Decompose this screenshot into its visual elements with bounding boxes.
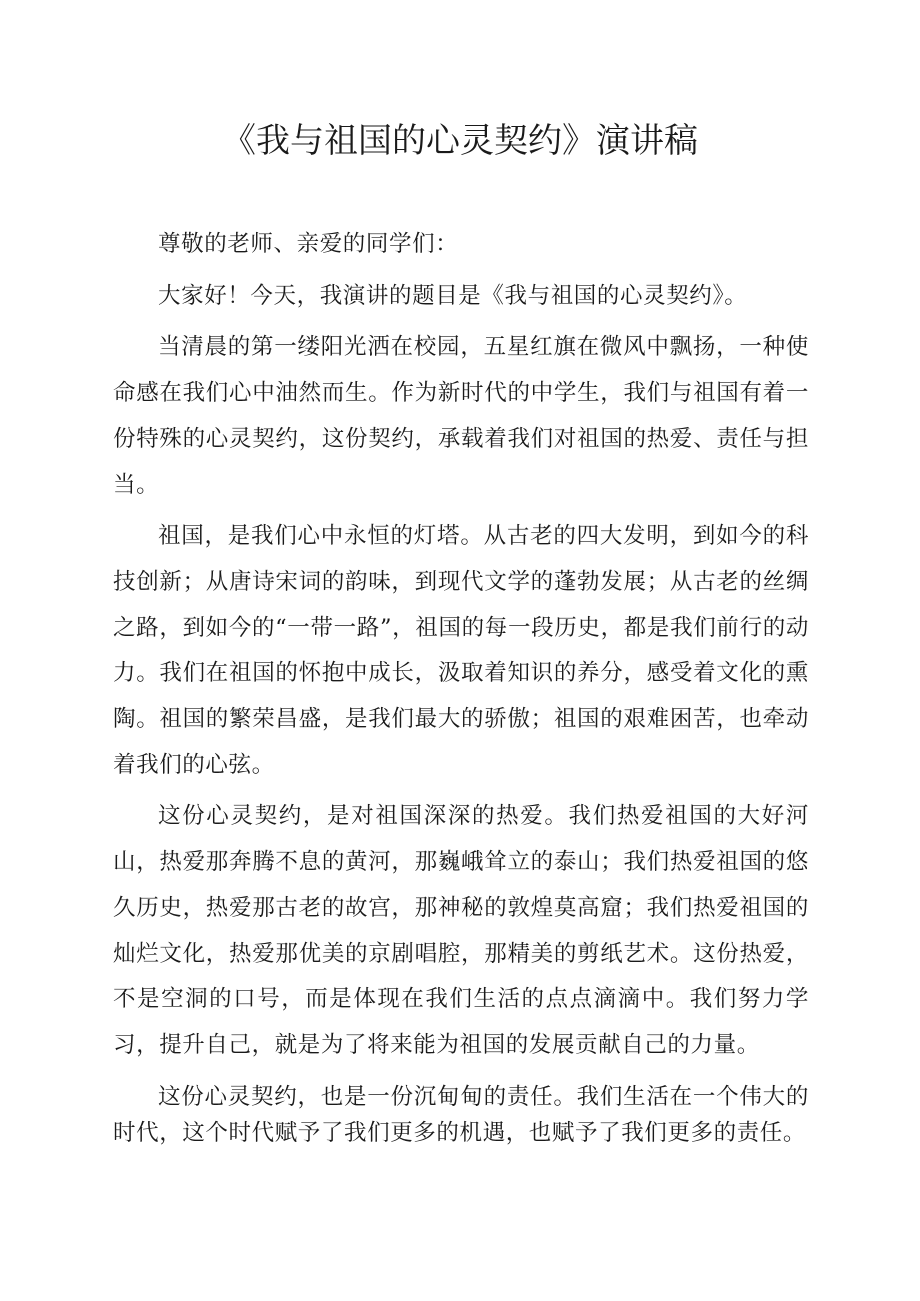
document-body	[113, 222, 809, 1151]
body-paragraph: 祖国，是我们心中永恒的灯塔。从古老的四大发明，到如今的科技创新；从唐诗宋词的韵味，到现代文学的蓬勃发展；从古老的丝绸之路，到如今的“一带一路”，祖国的每一段历史，都是我们前行的动力。我们在祖国的怀抱中成长，汲取着知识的养分，感受着文化的熏陶。祖国的繁荣昌盛，是我们最大的骄傲；祖国的艰难困苦，也牵动着我们的心弦。	[113, 523, 809, 778]
body-paragraph: 当清晨的第一缕阳光洒在校园，五星红旗在微风中飘扬，一种使命感在我们心中油然而生。作为新时代的中学生，我们与祖国有着一份特殊的心灵契约，这份契约，承载着我们对祖国的热爱、责任与担当。	[113, 334, 809, 498]
body-paragraph: 这份心灵契约，也是一份沉甸甸的责任。我们生活在一个伟大的时代，这个时代赋予了我们更多的机遇，也赋予了我们更多的责任。	[113, 1083, 809, 1146]
salutation-paragraph: 尊敬的老师、亲爱的同学们：	[158, 231, 459, 257]
document-title: 《我与祖国的心灵契约》演讲稿	[222, 121, 698, 161]
greeting-paragraph: 大家好！今天，我演讲的题目是《我与祖国的心灵契约》。	[158, 282, 748, 309]
body-paragraph: 这份心灵契约，是对祖国深深的热爱。我们热爱祖国的大好河山，热爱那奔腾不息的黄河，那巍峨耸立的泰山；我们热爱祖国的悠久历史，热爱那古老的故宫，那神秘的敦煌莫高窟；我们热爱祖国的灿烂文化，热爱那优美的京剧唱腔，那精美的剪纸艺术。这份热爱，不是空洞的口号，而是体现在我们生活的点点滴滴中。我们努力学习，提升自己，就是为了将来能为祖国的发展贡献自己的力量。	[113, 803, 809, 1058]
